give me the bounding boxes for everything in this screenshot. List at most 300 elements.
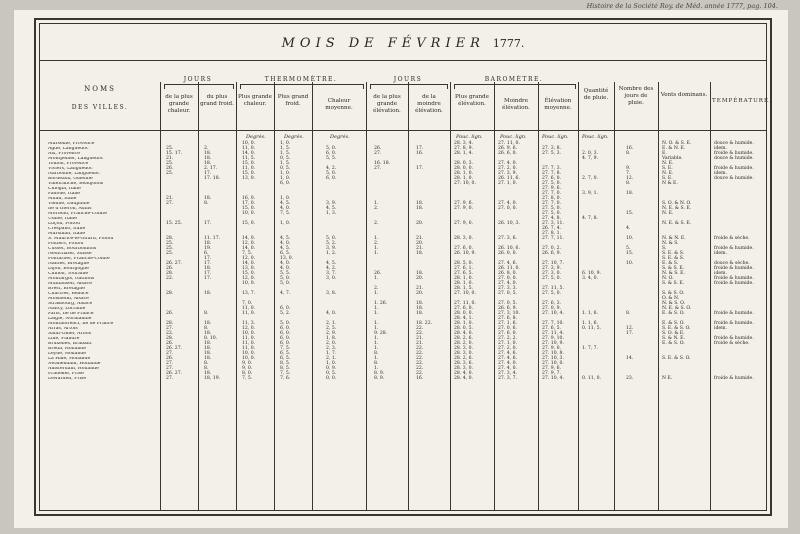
th-moyenne-cell: 2, 5. (326, 326, 337, 331)
vents-cell: E. & S. (662, 261, 679, 266)
jours-froid-cell: 6. (204, 251, 209, 256)
th-chaleur-cell: 12, 0. (242, 256, 256, 261)
pluie-cell: 0. 11, 5. (582, 326, 601, 331)
jours-pluie-cell: 7. (626, 171, 631, 176)
th-froid-cell: 1, 0. (280, 176, 291, 181)
city-cell: Swanendam, Hollande (48, 362, 101, 366)
group-bracket (370, 84, 448, 89)
jour-grande-elevation-cell: 27. (374, 166, 382, 171)
vents-cell: S. E. & S. (662, 251, 685, 256)
jours-froid-cell: 2. 17. (204, 166, 218, 171)
ba-moyenne-cell: 27. 8, 0. (542, 196, 561, 201)
jours-chaleur-cell: 28. (166, 291, 174, 296)
jour-grande-elevation-cell: 26. (374, 146, 382, 151)
ba-moindre-cell: 27. 4, 0. (498, 161, 517, 166)
th-froid-cell: 6, 5. (280, 351, 291, 356)
th-chaleur-cell: 14, 0. (242, 236, 256, 241)
city-cell: Toulon, Provence (48, 162, 89, 166)
jour-grande-elevation-cell: 27. (374, 151, 382, 156)
jours-pluie-cell: 12. (626, 326, 634, 331)
pluie-cell: 3. 9, 1. (582, 191, 599, 196)
title-rule (40, 60, 766, 61)
th-chaleur-cell: 15, 0. (242, 221, 256, 226)
vents-cell: N. & S. O. (662, 301, 686, 306)
ba-moindre-cell: 26. 11, 6. (498, 176, 520, 181)
vents-cell: S. & N. E. (662, 336, 685, 341)
jours-chaleur-cell: 15. 25. (166, 221, 183, 226)
th-moyenne-cell: 0, 5. (326, 371, 337, 376)
jour-moindre-elevation-cell: 18. (416, 271, 424, 276)
jours-chaleur-cell: 26. (166, 166, 174, 171)
jours-froid-cell: 18. (204, 346, 212, 351)
ba-moindre-cell: 27. 1, 0. (498, 181, 517, 186)
jour-grande-elevation-cell: 2. (374, 241, 379, 246)
pluie-cell: 2. 7, 0. (582, 176, 599, 181)
unit-pouc-lign: Pouc. lign. (500, 134, 527, 140)
city-cell: Aix, Provence (48, 152, 80, 156)
ba-moindre-cell: 26. 11, 0. (498, 266, 520, 271)
jour-moindre-elevation-cell: 22. (416, 361, 424, 366)
ba-moindre-cell: 27. 4, 0. (498, 201, 517, 206)
ba-moindre-cell: 27. 11, 0. (498, 141, 520, 146)
jours-chaleur-cell: 25. (166, 251, 174, 256)
temperature-cell: froide & humide. (714, 376, 754, 381)
th-froid-cell: 4, 0. (280, 266, 291, 271)
th-moyenne-cell: 4, 5. (326, 261, 337, 266)
header-des-villes: DES VILLES. (71, 104, 129, 111)
ba-moindre-cell: 27. 3, 4. (498, 371, 517, 376)
th-chaleur-cell: 10, 0. (242, 281, 256, 286)
ba-grande-cell: 27. 11, 0. (454, 301, 476, 306)
ba-grande-cell: 28. 1, 0. (454, 171, 473, 176)
vents-cell: E. & S. O. (662, 341, 685, 346)
ba-grande-cell: 27. 10, 0. (454, 291, 476, 296)
jours-froid-cell: 18. (204, 331, 212, 336)
ba-moindre-cell: 27. 0, 6. (498, 326, 517, 331)
th-chaleur-cell: 9, 0. (242, 366, 253, 371)
jours-pluie-cell: 12. (626, 176, 634, 181)
jour-moindre-elevation-cell: 20. (416, 291, 424, 296)
ba-grande-cell: 28. 2, 6. (454, 336, 473, 341)
th-froid-cell: 1, 5. (280, 151, 291, 156)
jour-moindre-elevation-cell: 21. (416, 336, 424, 341)
pluie-cell: 2. 0, 3. (582, 151, 599, 156)
vents-cell: N. E. (662, 211, 674, 216)
jour-moindre-elevation-cell: 18. (416, 301, 424, 306)
city-cell: Montargis, Gâtinois (48, 277, 95, 281)
jour-grande-elevation-cell: 1. (374, 336, 379, 341)
th-froid-cell: 0, 5. (280, 166, 291, 171)
jours-froid-cell: 8. (204, 311, 209, 316)
unit-pouc-lign: Pouc. lign. (542, 134, 569, 140)
city-cell: Morteau, Franche-Comté (48, 212, 107, 216)
city-cell: Ile d'Oléron, Aunis (48, 207, 92, 211)
temperature-cell: idem. (714, 326, 727, 331)
jour-grande-elevation-cell: 16. 18. (374, 161, 391, 166)
jours-chaleur-cell: 21. (166, 156, 174, 161)
city-cell: Leyde, Hollande (48, 352, 87, 356)
jours-pluie-cell: 15. (626, 251, 634, 256)
th-froid-cell: 13, 0. (280, 256, 294, 261)
ba-grande-cell: 27. 9, 0. (454, 206, 473, 211)
jour-moindre-elevation-cell: 20. (416, 241, 424, 246)
ba-moyenne-cell: 27. 10, 7. (542, 261, 564, 266)
th-froid-cell: 1, 5. (280, 161, 291, 166)
table-row (40, 377, 766, 382)
ba-moindre-cell: 27. 1, 6. (498, 321, 517, 326)
city-cell: Strasbourg, Alsace (48, 302, 93, 306)
th-chaleur-cell: 12, 0. (242, 241, 256, 246)
ba-moyenne-cell: 27. 7, 3. (542, 166, 561, 171)
th-moyenne-cell: 3, 0. (326, 276, 337, 281)
header-jours-froid: du plus grand froid. (200, 94, 234, 107)
ba-moyenne-cell: 27. 3, 8. (542, 146, 561, 151)
vents-cell: N. E. & S. E. (662, 221, 692, 226)
th-moyenne-cell: 1, 3. (326, 211, 337, 216)
th-moyenne-cell: 4, 2. (326, 266, 337, 271)
jours-pluie-cell: 14. (626, 356, 634, 361)
th-chaleur-cell: 7, 0. (242, 301, 253, 306)
header-rule (40, 130, 766, 131)
jours-chaleur-cell: 27. (166, 326, 174, 331)
th-moyenne-cell: 3, 9. (326, 201, 337, 206)
temperature-cell: froide & humide. (714, 151, 754, 156)
jours-chaleur-cell: 21. (166, 196, 174, 201)
th-froid-cell: 1, 0. (280, 141, 291, 146)
vents-cell: E. (662, 151, 667, 156)
jours-pluie-cell: 17. (626, 331, 634, 336)
jour-moindre-elevation-cell: 17. (416, 166, 424, 171)
th-froid-cell: 8, 5. (280, 361, 291, 366)
vents-cell: E. & N. E. (662, 146, 686, 151)
th-moyenne-cell: 5, 0. (326, 236, 337, 241)
th-froid-cell: 6, 0. (280, 341, 291, 346)
ba-moindre-cell: 27. 4, 6. (498, 261, 517, 266)
ba-grande-cell: 27. 6, 0. (454, 246, 473, 251)
th-chaleur-cell: 12, 0. (242, 326, 256, 331)
th-moyenne-cell: 2, 9. (326, 331, 337, 336)
ba-moyenne-cell: 27. 7, 0. (542, 201, 561, 206)
ba-moyenne-cell: 27. 6, 0. (542, 176, 561, 181)
th-chaleur-cell: 15, 0. (242, 171, 256, 176)
vents-cell: N. & S. E. (662, 271, 685, 276)
jour-grande-elevation-cell: 1. (374, 311, 379, 316)
city-cell: Lille, Flandre (48, 337, 80, 341)
vents-cell: S. O. & E. (662, 331, 685, 336)
ba-moyenne-cell: 27. 0, 2. (542, 246, 561, 251)
jour-grande-elevation-cell: 1. (374, 236, 379, 241)
jour-moindre-elevation-cell: 22. (416, 351, 424, 356)
temperature-cell: froide & humide. (714, 336, 754, 341)
jour-grande-elevation-cell: 8. (374, 361, 379, 366)
jours-froid-cell: 19. (204, 246, 212, 251)
temperature-cell: douce & sèche. (714, 261, 750, 266)
jours-froid-cell: 17. (204, 261, 212, 266)
ba-moindre-cell: 26. 10, 3. (498, 221, 520, 226)
header-th-chaleur: Plus grande chaleur. (238, 94, 272, 107)
pluie-cell: 4. 7, 8. (582, 216, 599, 221)
city-cell: Viviers, Languedoc (48, 167, 93, 171)
th-froid-cell: 6, 0. (280, 331, 291, 336)
ba-grande-cell: 28. 1, 0. (454, 281, 473, 286)
pluie-cell: 1. 1, 6. (582, 321, 599, 326)
th-chaleur-cell: 11, 3. (242, 321, 256, 326)
temperature-cell: froide & sèche. (714, 236, 750, 241)
jours-chaleur-cell: 25. (166, 161, 174, 166)
unit-degres: Degrés. (246, 134, 266, 140)
th-chaleur-cell: 11, 0. (242, 166, 256, 171)
temperature-cell: idem. (714, 146, 727, 151)
city-cell: Lewarden, Frise (48, 377, 87, 381)
jours-chaleur-cell: 25. (166, 246, 174, 251)
ba-moindre-cell: 27. 4, 0. (498, 366, 517, 371)
temperature-cell: idem. (714, 171, 727, 176)
vents-cell: S. E. & S. O. (662, 326, 691, 331)
jour-moindre-elevation-cell: 21. (416, 341, 424, 346)
ba-grande-cell: 28. 4, 0. (454, 376, 473, 381)
city-cell: Montmorenci, Ile de France (48, 322, 114, 326)
th-froid-cell: 5, 0. (280, 281, 291, 286)
th-chaleur-cell: 7, 5. (242, 376, 253, 381)
jours-chaleur-cell: 27. (166, 361, 174, 366)
vents-cell: N. & N. E. (662, 236, 686, 241)
th-froid-cell: 4, 0. (280, 261, 291, 266)
th-moyenne-cell: 3, 7. (326, 271, 337, 276)
ba-moindre-cell: 27. 3, 9. (498, 171, 517, 176)
group-bracket (240, 84, 364, 89)
jours-chaleur-cell: 26. 27. (166, 346, 183, 351)
ba-grande-cell: 26. 10, 9. (454, 251, 476, 256)
city-cell: Poitiers, Poitou (48, 242, 84, 246)
ba-moindre-cell: 27. 6, 0. (498, 331, 517, 336)
th-moyenne-cell: 5, 0. (326, 146, 337, 151)
jour-moindre-elevation-cell: 18. (416, 311, 424, 316)
th-chaleur-cell: 10, 0. (242, 211, 256, 216)
jours-froid-cell: 18. (204, 351, 212, 356)
city-cell: Brest, Bretagne (48, 287, 85, 291)
jour-grande-elevation-cell: 1. (374, 326, 379, 331)
jour-grande-elevation-cell: 1. (374, 246, 379, 251)
ba-moyenne-cell: 27. 10, 8. (542, 351, 564, 356)
city-cell: Nantes, Bretagne (48, 262, 90, 266)
jours-pluie-cell: 4. (626, 226, 631, 231)
jours-chaleur-cell: 26. (166, 311, 174, 316)
city-cell: Bréda, Hollande (48, 347, 86, 351)
th-froid-cell: 7, 6. (280, 376, 291, 381)
jour-grande-elevation-cell: 1. (374, 366, 379, 371)
ba-moyenne-cell: 27. 7, 0. (542, 191, 561, 196)
city-cell: Paris, Ile de France (48, 312, 94, 316)
ba-moindre-cell: 27. 4, 6. (498, 351, 517, 356)
th-froid-cell: 5, 5. (280, 271, 291, 276)
temperature-cell: froide & humide. (714, 266, 754, 271)
ba-moindre-cell: 27. 3, 3. (498, 286, 517, 291)
jours-pluie-cell: 18. (626, 191, 634, 196)
jour-moindre-elevation-cell: 21. (416, 236, 424, 241)
vents-cell: N. E. (662, 171, 674, 176)
ba-moyenne-cell: 27. 4, 8. (542, 216, 561, 221)
jours-pluie-cell: 8. (626, 181, 631, 186)
jour-grande-elevation-cell: 1. (374, 291, 379, 296)
ba-moyenne-cell: 27. 10, 4. (542, 311, 564, 316)
th-chaleur-cell: 14, 0. (242, 151, 256, 156)
th-froid-cell: 1, 0. (280, 221, 291, 226)
vents-cell: S. (662, 246, 667, 251)
jour-grande-elevation-cell: 1. (374, 346, 379, 351)
jours-froid-cell: 18. (204, 356, 212, 361)
ba-moindre-cell: 27. 4, 0. (498, 361, 517, 366)
jours-chaleur-cell: 27. (166, 201, 174, 206)
ba-grande-cell: 28. 0, 5. (454, 326, 473, 331)
jours-froid-cell: 18, 19. (204, 376, 221, 381)
header-chaleur-moyenne: Chaleur moyenne. (325, 98, 353, 111)
jour-moindre-elevation-cell: 22. (416, 366, 424, 371)
ba-moindre-cell: 26. 6, 0. (498, 151, 517, 156)
th-moyenne-cell: 5, 2. (326, 241, 337, 246)
ba-moindre-cell: 27. 4, 0. (498, 281, 517, 286)
th-chaleur-cell: 10, 0. (242, 141, 256, 146)
th-moyenne-cell: 5, 5. (326, 156, 337, 161)
temperature-cell: douce & humide. (714, 156, 754, 161)
header-moindre-elevation: de la moindre élévation. (415, 94, 443, 114)
ba-moindre-cell: 27. 6, 8. (498, 316, 517, 321)
th-froid-cell: 5, 0. (280, 321, 291, 326)
th-chaleur-cell: 15, 0. (242, 271, 256, 276)
th-froid-cell: 4, 5. (280, 236, 291, 241)
city-cell: Pontarlier, Franche-Comté (48, 257, 110, 261)
jours-froid-cell: 8. (204, 326, 209, 331)
th-chaleur-cell: 11, 0. (242, 341, 256, 346)
temperature-cell: froide & humide. (714, 311, 754, 316)
city-cell: Bruxelles, Brabant (48, 342, 92, 346)
temperature-cell: idem. (714, 271, 727, 276)
jours-pluie-cell: 8. (626, 151, 631, 156)
th-froid-cell: 1, 5. (280, 146, 291, 151)
ba-moyenne-cell: 27. 10, 9. (542, 341, 564, 346)
ba-grande-cell: 28. 4, 0. (454, 371, 473, 376)
th-moyenne-cell: 1, 2. (326, 251, 337, 256)
vents-cell: Variable. (662, 156, 683, 161)
jours-pluie-cell: 10. (626, 236, 634, 241)
ba-moindre-cell: 26. 0, 0. (498, 251, 517, 256)
vents-cell: S. E. & S. (662, 256, 685, 261)
vents-cell: E. & S. O. (662, 311, 685, 316)
header-vents: Vents dominans. (660, 92, 708, 98)
ba-moindre-cell: 27. 3, 6. (498, 236, 517, 241)
ba-moyenne-cell: 27. 6, 5. (542, 326, 561, 331)
city-cell: Narbonne, Languedoc (48, 172, 100, 176)
header-plus-grande-elevation: de la plus grande élévation. (373, 94, 401, 114)
jours-chaleur-cell: 28. (166, 236, 174, 241)
ba-grande-cell: 28. 3, 0. (454, 351, 473, 356)
th-froid-cell: 4, 5. (280, 201, 291, 206)
city-cell: Marsillan, Italie (48, 232, 86, 236)
city-cell: Nancy, Lorraine (48, 307, 86, 311)
city-cell: Montpellier, Languedoc (48, 157, 104, 161)
ba-moyenne-cell: 26. 6, 9. (542, 251, 561, 256)
jours-chaleur-cell: 26. (166, 266, 174, 271)
th-froid-cell: 7, 5. (280, 346, 291, 351)
vents-cell: N. O. & S. E. (662, 141, 692, 146)
jour-moindre-elevation-cell: 22. (416, 371, 424, 376)
pluie-cell: 6. 10, 9. (582, 271, 601, 276)
city-cell: Vienne, Dauphiné (48, 202, 90, 206)
vents-cell: N E. (662, 376, 673, 381)
jours-froid-cell: 8. (204, 201, 209, 206)
unit-degres: Degrés. (284, 134, 304, 140)
ba-grande-cell: 27. 9, 6. (454, 201, 473, 206)
jours-froid-cell: 18. (204, 341, 212, 346)
ba-grande-cell: 28. 2, 0. (454, 341, 473, 346)
jours-chaleur-cell: 28. (166, 321, 174, 326)
jour-grande-elevation-cell: 1. 26. (374, 301, 388, 306)
th-chaleur-cell: 15, 0. (242, 161, 256, 166)
city-cell: Amsterdam, Hollande (48, 367, 99, 371)
jours-pluie-cell: 9. (626, 166, 631, 171)
jour-moindre-elevation-cell: 21. (416, 286, 424, 291)
th-froid-cell: 7, 5. (280, 211, 291, 216)
header-th-froid: Plus grand froid. (277, 94, 309, 107)
th-moyenne-cell: 4, 2. (326, 166, 337, 171)
th-froid-cell: 1, 0. (280, 171, 291, 176)
jours-froid-cell: 17. 18. (204, 176, 221, 181)
ba-moyenne-cell: 27. 7, 10. (542, 321, 564, 326)
ba-grande-cell: 28. 0, 0. (454, 311, 473, 316)
vents-cell: S. & S. O. (662, 291, 685, 296)
th-chaleur-cell: 16, 0. (242, 196, 256, 201)
group-thermometre: THERMOMÈTRE. (264, 76, 338, 83)
header-jours-chaleur: de la plus grande chaleur. (165, 94, 193, 114)
jours-froid-cell: 17. (204, 171, 212, 176)
ba-moindre-cell: 26. 10, 6. (498, 246, 520, 251)
jour-grande-elevation-cell: 26. (374, 271, 382, 276)
city-cell: La Haie, Hollande (48, 357, 91, 361)
city-cell: Molsheim, Alsace (48, 297, 89, 301)
jour-moindre-elevation-cell: 16. (416, 151, 424, 156)
title-text: MOIS DE FÉVRIER (281, 36, 485, 51)
temperature-cell: idem. (714, 251, 727, 256)
ba-moindre-cell: 27. 3, 7. (498, 376, 517, 381)
header-noms: NOMS (84, 85, 116, 93)
ba-moyenne-cell: 27. 9, 6. (542, 366, 561, 371)
jours-froid-cell: 18. (204, 241, 212, 246)
th-chaleur-cell: 17, 0. (242, 201, 256, 206)
th-moyenne-cell: 4, 5. (326, 206, 337, 211)
ba-moindre-cell: 27. 2, 0. (498, 346, 517, 351)
running-head: Histoire de la Société Roy. de Méd. année 1777, pag. 104. (586, 2, 778, 10)
ba-moyenne-cell: 26. 7, 4. (542, 226, 561, 231)
ba-moyenne-cell: 27. 11, 5. (542, 286, 564, 291)
ba-moindre-cell: 26. 8, 0. (498, 271, 517, 276)
th-moyenne-cell: 3, 8. (326, 291, 337, 296)
ba-moyenne-cell: 27. 5, 0. (542, 206, 561, 211)
jours-chaleur-cell: 27. (166, 351, 174, 356)
header-ba-moyenne: Élévation moyenne. (544, 98, 572, 111)
vents-cell: N. E. & S. E. (662, 206, 692, 211)
jour-grande-elevation-cell: 1. (374, 251, 379, 256)
th-chaleur-cell: 11, 0. (242, 146, 256, 151)
ba-grande-cell: 28. 0, 0. (454, 166, 473, 171)
page-title (40, 36, 766, 51)
ba-moyenne-cell: 27. 5, 0. (542, 291, 561, 296)
vents-cell: S. E. & S. O. (662, 356, 691, 361)
jours-froid-cell: 18. (204, 291, 212, 296)
jours-pluie-cell: 15. (626, 211, 634, 216)
header-quantite-pluie: Quantité de pluie. (583, 88, 609, 101)
temperature-cell: douce & humide. (714, 141, 754, 146)
city-cell: Dijon, Bourgogne (48, 267, 89, 271)
jours-pluie-cell: 5. (626, 246, 631, 251)
